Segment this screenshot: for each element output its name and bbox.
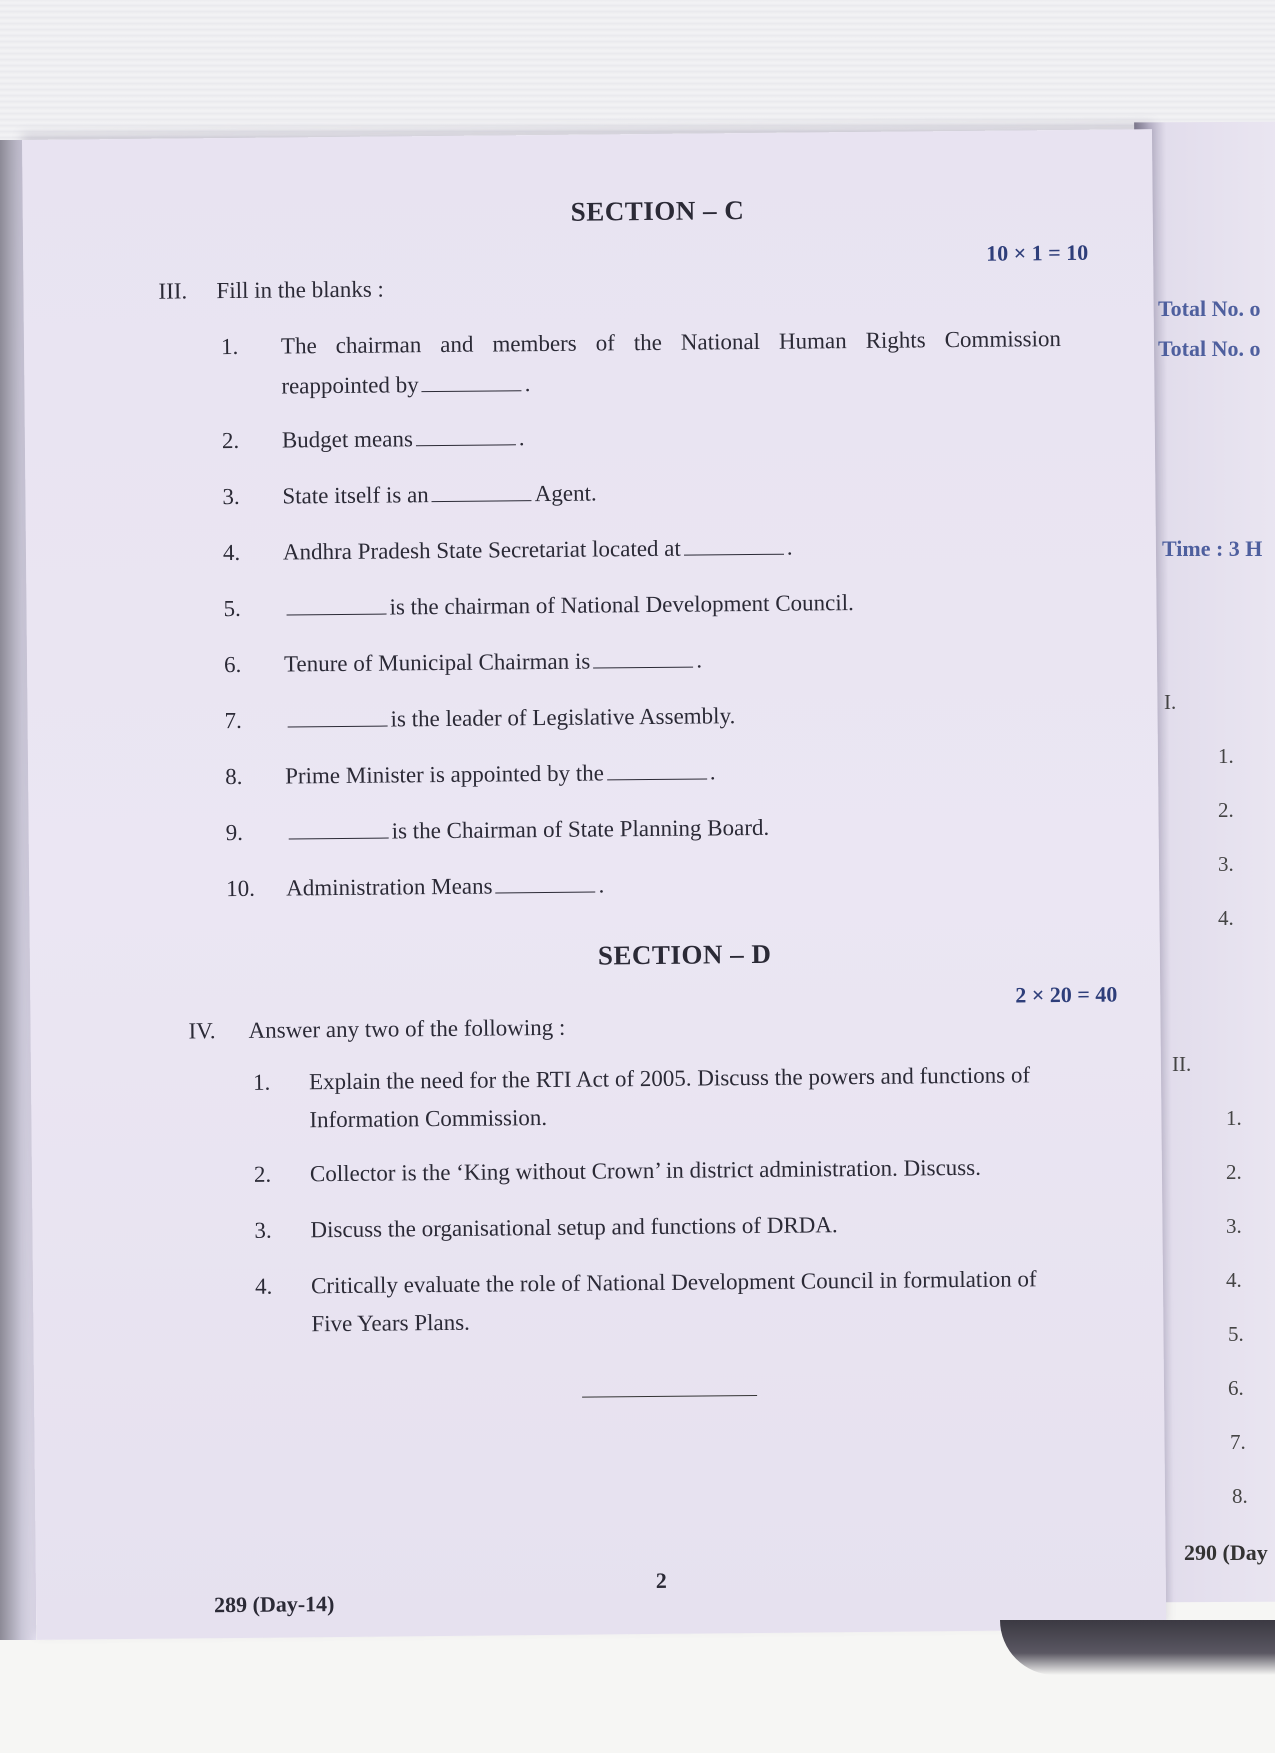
adjacent-total-1: Total No. o bbox=[1158, 296, 1261, 321]
question-text: Prime Minister is appointed by the . bbox=[284, 759, 716, 789]
question-text: is the leader of Legislative Assembly. bbox=[284, 703, 735, 733]
question-number: 9. bbox=[225, 819, 244, 846]
question-number: 3. bbox=[222, 483, 240, 510]
adjacent-num: 6. bbox=[1228, 1376, 1244, 1400]
question-number: 1. bbox=[220, 333, 239, 360]
adjacent-num: 5. bbox=[1228, 1322, 1244, 1346]
question-text: Critically evaluate the role of National Development Council in formulation of bbox=[310, 1266, 1037, 1299]
adjacent-num: 2. bbox=[1226, 1160, 1242, 1184]
question-text: Andhra Pradesh State Secretariat located at . bbox=[282, 534, 793, 565]
question-number: 4. bbox=[222, 539, 241, 566]
question-text-continued: Information Commission. bbox=[309, 1105, 548, 1133]
adjacent-num: 1. bbox=[1226, 1106, 1242, 1130]
section-c-instruction: Fill in the blanks : bbox=[216, 276, 384, 304]
adjacent-total-2: Total No. o bbox=[1158, 336, 1261, 361]
question-text: State itself is an Agent. bbox=[282, 480, 597, 509]
answer-blank[interactable] bbox=[289, 824, 389, 840]
footer-paper-code: 289 (Day-14) bbox=[213, 1591, 335, 1618]
adjacent-num: 1. bbox=[1218, 744, 1234, 768]
exam-page bbox=[22, 129, 1166, 1640]
question-text: Tenure of Municipal Chairman is . bbox=[283, 647, 703, 677]
binding-shadow bbox=[1000, 1620, 1275, 1675]
question-number: 3. bbox=[254, 1217, 272, 1243]
section-c-title: SECTION – C bbox=[570, 195, 745, 227]
answer-blank[interactable] bbox=[286, 600, 386, 616]
adjacent-num: 8. bbox=[1232, 1484, 1248, 1508]
adjacent-num: 3. bbox=[1226, 1214, 1242, 1238]
answer-blank[interactable] bbox=[432, 486, 532, 502]
question-text: is the chairman of National Development Council. bbox=[283, 590, 854, 621]
question-number: 2. bbox=[253, 1161, 272, 1187]
question-number: 10. bbox=[226, 875, 256, 902]
footer-page-number: 2 bbox=[655, 1567, 667, 1593]
question-text: Collector is the ‘King without Crown’ in district administration. Discuss. bbox=[309, 1154, 982, 1187]
section-c-roman: III. bbox=[158, 278, 188, 304]
adjacent-section-1: I. bbox=[1164, 690, 1177, 714]
section-d-marks: 2 × 20 = 40 bbox=[1015, 981, 1118, 1008]
question-number: 6. bbox=[223, 651, 242, 678]
question-text: Explain the need for the RTI Act of 2005. Discuss the powers and functions of bbox=[308, 1062, 1031, 1095]
answer-blank[interactable] bbox=[593, 653, 693, 669]
scan-background bbox=[0, 0, 1275, 150]
adjacent-num: 4. bbox=[1218, 906, 1234, 930]
adjacent-num: 7. bbox=[1230, 1430, 1246, 1454]
question-text: Discuss the organisational setup and functions of DRDA. bbox=[310, 1212, 838, 1243]
adjacent-section-2: II. bbox=[1172, 1052, 1192, 1076]
question-text-continued: reappointed by . bbox=[281, 371, 531, 399]
section-d-instruction: Answer any two of the following : bbox=[248, 1014, 566, 1043]
answer-blank[interactable] bbox=[416, 430, 516, 446]
adjacent-num: 4. bbox=[1226, 1268, 1242, 1292]
adjacent-footer-code: 290 (Day bbox=[1184, 1540, 1268, 1565]
answer-blank[interactable] bbox=[288, 712, 388, 728]
question-number: 8. bbox=[225, 763, 243, 790]
answer-blank[interactable] bbox=[495, 878, 595, 894]
question-text: The chairman and members of the National Human Rights Commission bbox=[280, 326, 1062, 359]
answer-blank[interactable] bbox=[607, 764, 707, 780]
question-number: 7. bbox=[224, 707, 242, 734]
adjacent-num: 2. bbox=[1218, 798, 1234, 822]
question-text: is the Chairman of State Planning Board. bbox=[286, 815, 770, 846]
question-text: Budget means . bbox=[281, 425, 525, 453]
question-text: Administration Means . bbox=[286, 872, 605, 901]
answer-blank[interactable] bbox=[684, 540, 784, 556]
end-rule bbox=[582, 1395, 757, 1398]
section-d-title: SECTION – D bbox=[597, 938, 772, 971]
adjacent-num: 3. bbox=[1218, 852, 1234, 876]
question-number: 5. bbox=[223, 595, 241, 622]
question-number: 4. bbox=[254, 1273, 273, 1299]
section-c-marks: 10 × 1 = 10 bbox=[986, 239, 1089, 266]
adjacent-time: Time : 3 H bbox=[1162, 536, 1263, 561]
question-number: 2. bbox=[221, 427, 240, 454]
question-number: 1. bbox=[252, 1069, 271, 1095]
answer-blank[interactable] bbox=[422, 376, 522, 392]
question-text-continued: Five Years Plans. bbox=[311, 1309, 470, 1337]
section-d-roman: IV. bbox=[188, 1018, 216, 1044]
